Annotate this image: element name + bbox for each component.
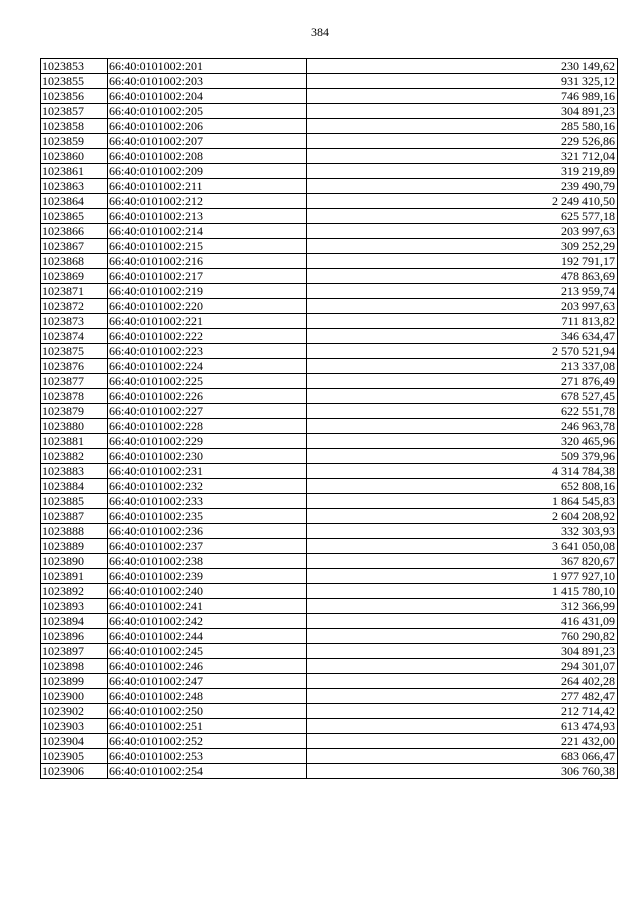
cadastral-value-cell: 304 891,23 [307, 104, 618, 119]
table-row [41, 494, 618, 509]
cadastral-value-cell: 1 977 927,10 [307, 569, 618, 584]
record-id-cell: 1023902 [41, 704, 108, 719]
table-row [41, 209, 618, 224]
cadastral-value-cell: 309 252,29 [307, 239, 618, 254]
cadastral-number-cell: 66:40:0101002:217 [108, 269, 307, 284]
cadastral-number-cell: 66:40:0101002:235 [108, 509, 307, 524]
cadastral-value-cell: 319 219,89 [307, 164, 618, 179]
record-id-cell: 1023860 [41, 149, 108, 164]
cadastral-value-cell: 304 891,23 [307, 644, 618, 659]
cadastral-value-cell: 294 301,07 [307, 659, 618, 674]
cadastral-number-cell: 66:40:0101002:223 [108, 344, 307, 359]
table-row [41, 704, 618, 719]
record-id-cell: 1023875 [41, 344, 108, 359]
cadastral-number-cell: 66:40:0101002:204 [108, 89, 307, 104]
cadastral-value-cell: 213 959,74 [307, 284, 618, 299]
table-row [41, 644, 618, 659]
table-row [41, 254, 618, 269]
table-row [41, 464, 618, 479]
cadastral-value-cell: 192 791,17 [307, 254, 618, 269]
cadastral-value-table [40, 58, 618, 779]
table-row [41, 104, 618, 119]
cadastral-value-cell: 321 712,04 [307, 149, 618, 164]
cadastral-number-cell: 66:40:0101002:219 [108, 284, 307, 299]
table-row [41, 404, 618, 419]
table-row [41, 194, 618, 209]
cadastral-value-cell: 306 760,38 [307, 764, 618, 779]
cadastral-value-cell: 625 577,18 [307, 209, 618, 224]
cadastral-value-cell: 203 997,63 [307, 299, 618, 314]
cadastral-number-cell: 66:40:0101002:211 [108, 179, 307, 194]
table-row [41, 434, 618, 449]
record-id-cell: 1023887 [41, 509, 108, 524]
cadastral-number-cell: 66:40:0101002:228 [108, 419, 307, 434]
cadastral-value-cell: 271 876,49 [307, 374, 618, 389]
cadastral-number-cell: 66:40:0101002:232 [108, 479, 307, 494]
record-id-cell: 1023876 [41, 359, 108, 374]
cadastral-number-cell: 66:40:0101002:238 [108, 554, 307, 569]
cadastral-number-cell: 66:40:0101002:215 [108, 239, 307, 254]
record-id-cell: 1023905 [41, 749, 108, 764]
cadastral-value-cell: 213 337,08 [307, 359, 618, 374]
cadastral-number-cell: 66:40:0101002:220 [108, 299, 307, 314]
cadastral-value-cell: 239 490,79 [307, 179, 618, 194]
record-id-cell: 1023880 [41, 419, 108, 434]
record-id-cell: 1023866 [41, 224, 108, 239]
table-row [41, 314, 618, 329]
cadastral-number-cell: 66:40:0101002:242 [108, 614, 307, 629]
table-row [41, 554, 618, 569]
record-id-cell: 1023903 [41, 719, 108, 734]
table-row [41, 164, 618, 179]
record-id-cell: 1023896 [41, 629, 108, 644]
record-id-cell: 1023893 [41, 599, 108, 614]
table-row [41, 359, 618, 374]
table-row [41, 734, 618, 749]
record-id-cell: 1023881 [41, 434, 108, 449]
table-row [41, 269, 618, 284]
table-row [41, 74, 618, 89]
table-row [41, 584, 618, 599]
record-id-cell: 1023889 [41, 539, 108, 554]
cadastral-value-cell: 711 813,82 [307, 314, 618, 329]
cadastral-value-cell: 3 641 050,08 [307, 539, 618, 554]
cadastral-number-cell: 66:40:0101002:229 [108, 434, 307, 449]
cadastral-value-cell: 285 580,16 [307, 119, 618, 134]
cadastral-value-cell: 312 366,99 [307, 599, 618, 614]
cadastral-value-cell: 683 066,47 [307, 749, 618, 764]
table-row [41, 149, 618, 164]
record-id-cell: 1023882 [41, 449, 108, 464]
cadastral-value-cell: 264 402,28 [307, 674, 618, 689]
cadastral-number-cell: 66:40:0101002:205 [108, 104, 307, 119]
record-id-cell: 1023892 [41, 584, 108, 599]
record-id-cell: 1023891 [41, 569, 108, 584]
cadastral-number-cell: 66:40:0101002:227 [108, 404, 307, 419]
cadastral-value-cell: 320 465,96 [307, 434, 618, 449]
table-row [41, 764, 618, 779]
cadastral-number-cell: 66:40:0101002:252 [108, 734, 307, 749]
cadastral-number-cell: 66:40:0101002:207 [108, 134, 307, 149]
table-row [41, 224, 618, 239]
record-id-cell: 1023904 [41, 734, 108, 749]
cadastral-value-cell: 760 290,82 [307, 629, 618, 644]
table-row [41, 614, 618, 629]
record-id-cell: 1023898 [41, 659, 108, 674]
cadastral-number-cell: 66:40:0101002:246 [108, 659, 307, 674]
record-id-cell: 1023855 [41, 74, 108, 89]
record-id-cell: 1023859 [41, 134, 108, 149]
table-row [41, 344, 618, 359]
record-id-cell: 1023869 [41, 269, 108, 284]
record-id-cell: 1023872 [41, 299, 108, 314]
table-row [41, 659, 618, 674]
record-id-cell: 1023868 [41, 254, 108, 269]
cadastral-value-cell: 277 482,47 [307, 689, 618, 704]
record-id-cell: 1023865 [41, 209, 108, 224]
table-row [41, 449, 618, 464]
record-id-cell: 1023857 [41, 104, 108, 119]
table-row [41, 119, 618, 134]
cadastral-number-cell: 66:40:0101002:225 [108, 374, 307, 389]
record-id-cell: 1023863 [41, 179, 108, 194]
record-id-cell: 1023883 [41, 464, 108, 479]
table-body [41, 59, 618, 779]
table-row [41, 719, 618, 734]
record-id-cell: 1023899 [41, 674, 108, 689]
record-id-cell: 1023864 [41, 194, 108, 209]
cadastral-number-cell: 66:40:0101002:236 [108, 524, 307, 539]
record-id-cell: 1023871 [41, 284, 108, 299]
cadastral-value-cell: 221 432,00 [307, 734, 618, 749]
record-id-cell: 1023890 [41, 554, 108, 569]
table-row [41, 419, 618, 434]
table-row [41, 134, 618, 149]
cadastral-value-cell: 2 604 208,92 [307, 509, 618, 524]
table-row [41, 59, 618, 74]
record-id-cell: 1023861 [41, 164, 108, 179]
record-id-cell: 1023906 [41, 764, 108, 779]
table-row [41, 689, 618, 704]
table-row [41, 284, 618, 299]
cadastral-value-cell: 746 989,16 [307, 89, 618, 104]
cadastral-value-cell: 332 303,93 [307, 524, 618, 539]
cadastral-number-cell: 66:40:0101002:239 [108, 569, 307, 584]
record-id-cell: 1023900 [41, 689, 108, 704]
cadastral-number-cell: 66:40:0101002:250 [108, 704, 307, 719]
cadastral-value-cell: 229 526,86 [307, 134, 618, 149]
cadastral-number-cell: 66:40:0101002:212 [108, 194, 307, 209]
cadastral-number-cell: 66:40:0101002:245 [108, 644, 307, 659]
cadastral-number-cell: 66:40:0101002:209 [108, 164, 307, 179]
record-id-cell: 1023858 [41, 119, 108, 134]
record-id-cell: 1023897 [41, 644, 108, 659]
table-row [41, 374, 618, 389]
cadastral-number-cell: 66:40:0101002:206 [108, 119, 307, 134]
cadastral-number-cell: 66:40:0101002:244 [108, 629, 307, 644]
cadastral-number-cell: 66:40:0101002:208 [108, 149, 307, 164]
table-row [41, 299, 618, 314]
table-row [41, 389, 618, 404]
cadastral-value-cell: 1 864 545,83 [307, 494, 618, 509]
cadastral-value-cell: 4 314 784,38 [307, 464, 618, 479]
table-row [41, 179, 618, 194]
cadastral-number-cell: 66:40:0101002:221 [108, 314, 307, 329]
cadastral-number-cell: 66:40:0101002:230 [108, 449, 307, 464]
cadastral-number-cell: 66:40:0101002:216 [108, 254, 307, 269]
cadastral-value-cell: 1 415 780,10 [307, 584, 618, 599]
table-row [41, 569, 618, 584]
cadastral-value-cell: 2 570 521,94 [307, 344, 618, 359]
cadastral-value-cell: 622 551,78 [307, 404, 618, 419]
cadastral-number-cell: 66:40:0101002:241 [108, 599, 307, 614]
table-row [41, 749, 618, 764]
table-row [41, 479, 618, 494]
cadastral-number-cell: 66:40:0101002:247 [108, 674, 307, 689]
cadastral-number-cell: 66:40:0101002:203 [108, 74, 307, 89]
table-row [41, 599, 618, 614]
table-row [41, 674, 618, 689]
cadastral-value-cell: 652 808,16 [307, 479, 618, 494]
cadastral-number-cell: 66:40:0101002:222 [108, 329, 307, 344]
record-id-cell: 1023873 [41, 314, 108, 329]
table-row [41, 509, 618, 524]
record-id-cell: 1023877 [41, 374, 108, 389]
record-id-cell: 1023894 [41, 614, 108, 629]
cadastral-value-cell: 203 997,63 [307, 224, 618, 239]
table-row [41, 239, 618, 254]
cadastral-number-cell: 66:40:0101002:237 [108, 539, 307, 554]
cadastral-value-cell: 509 379,96 [307, 449, 618, 464]
table-row [41, 629, 618, 644]
cadastral-number-cell: 66:40:0101002:254 [108, 764, 307, 779]
cadastral-number-cell: 66:40:0101002:251 [108, 719, 307, 734]
cadastral-value-cell: 931 325,12 [307, 74, 618, 89]
record-id-cell: 1023853 [41, 59, 108, 74]
cadastral-value-cell: 230 149,62 [307, 59, 618, 74]
record-id-cell: 1023874 [41, 329, 108, 344]
cadastral-number-cell: 66:40:0101002:214 [108, 224, 307, 239]
cadastral-number-cell: 66:40:0101002:231 [108, 464, 307, 479]
cadastral-value-cell: 212 714,42 [307, 704, 618, 719]
cadastral-number-cell: 66:40:0101002:253 [108, 749, 307, 764]
cadastral-number-cell: 66:40:0101002:224 [108, 359, 307, 374]
cadastral-number-cell: 66:40:0101002:240 [108, 584, 307, 599]
table-row [41, 524, 618, 539]
page-number: 384 [311, 25, 329, 39]
record-id-cell: 1023884 [41, 479, 108, 494]
table-row [41, 89, 618, 104]
table-row [41, 329, 618, 344]
record-id-cell: 1023856 [41, 89, 108, 104]
cadastral-value-cell: 678 527,45 [307, 389, 618, 404]
cadastral-number-cell: 66:40:0101002:201 [108, 59, 307, 74]
record-id-cell: 1023885 [41, 494, 108, 509]
table-row [41, 539, 618, 554]
cadastral-number-cell: 66:40:0101002:213 [108, 209, 307, 224]
record-id-cell: 1023879 [41, 404, 108, 419]
cadastral-number-cell: 66:40:0101002:248 [108, 689, 307, 704]
cadastral-value-cell: 367 820,67 [307, 554, 618, 569]
cadastral-value-cell: 478 863,69 [307, 269, 618, 284]
cadastral-number-cell: 66:40:0101002:226 [108, 389, 307, 404]
record-id-cell: 1023878 [41, 389, 108, 404]
record-id-cell: 1023867 [41, 239, 108, 254]
cadastral-value-cell: 246 963,78 [307, 419, 618, 434]
cadastral-number-cell: 66:40:0101002:233 [108, 494, 307, 509]
cadastral-value-cell: 613 474,93 [307, 719, 618, 734]
cadastral-value-cell: 2 249 410,50 [307, 194, 618, 209]
cadastral-value-cell: 416 431,09 [307, 614, 618, 629]
cadastral-value-cell: 346 634,47 [307, 329, 618, 344]
record-id-cell: 1023888 [41, 524, 108, 539]
